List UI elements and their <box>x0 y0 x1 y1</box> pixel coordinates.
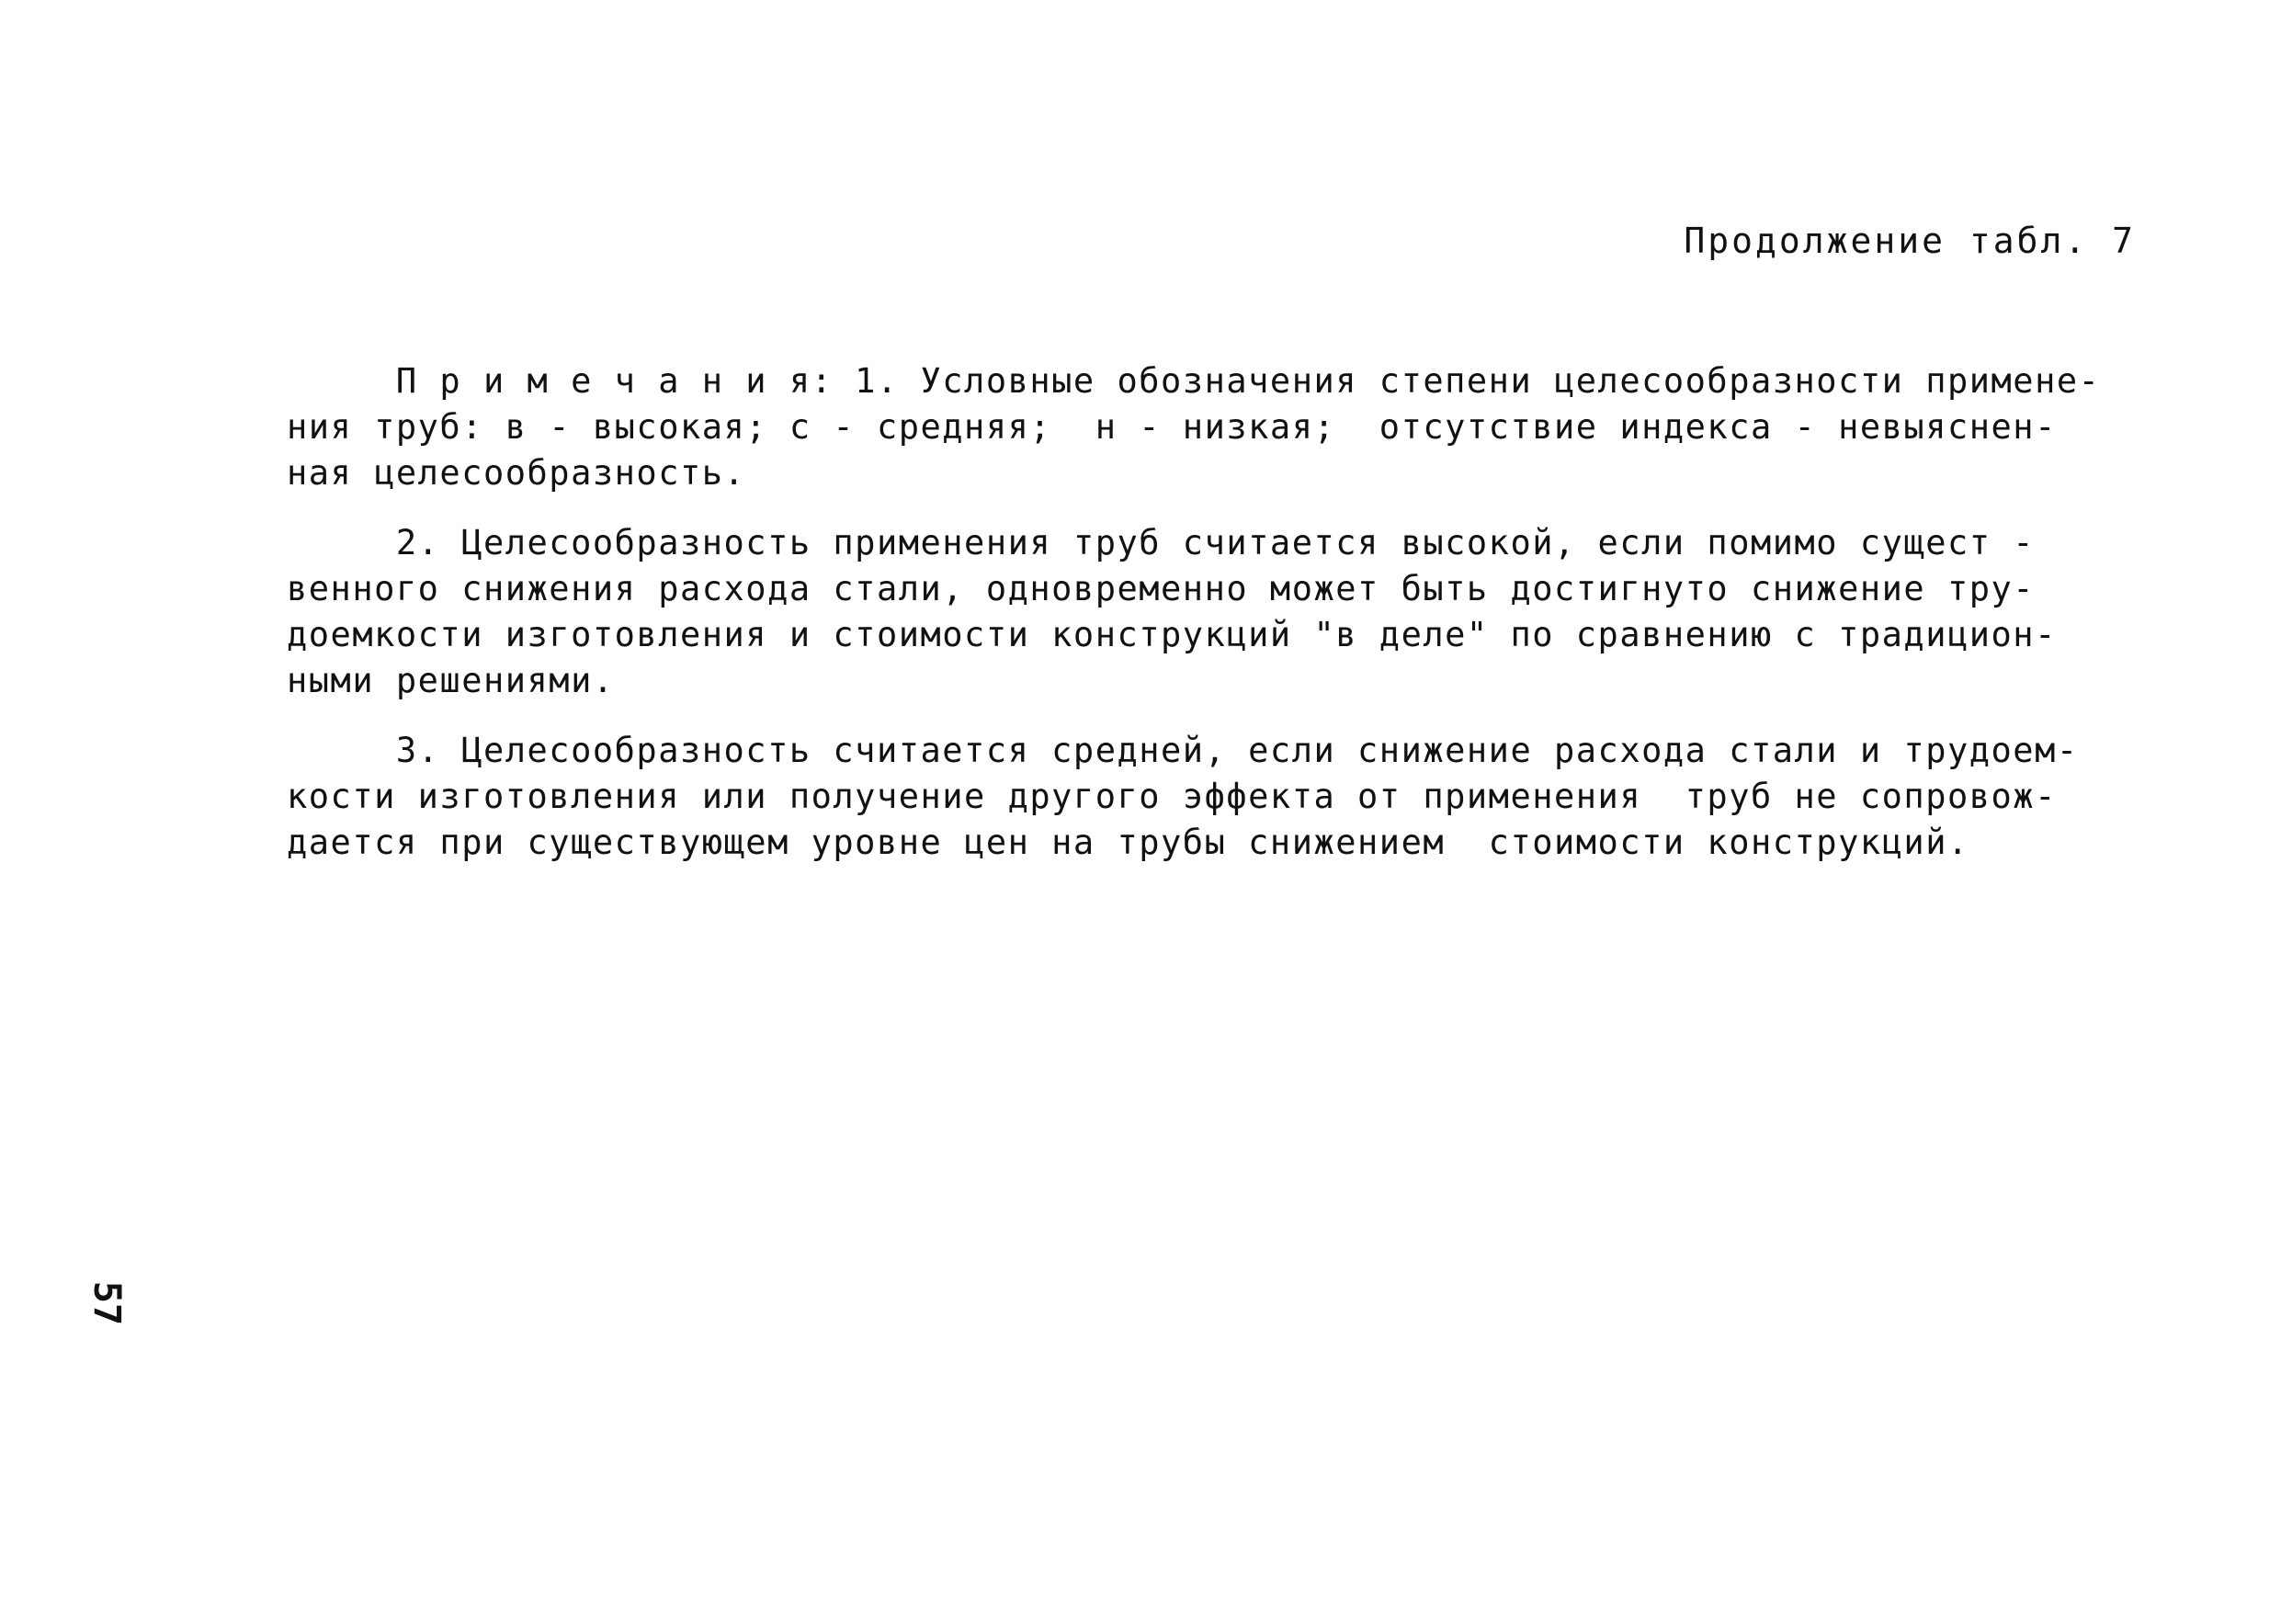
note-1 <box>287 358 2162 496</box>
note-line: ными решениями. <box>287 661 615 700</box>
note-3 <box>287 728 2162 866</box>
note-line: 2. Целесообразность применения труб считается высокой, если помимо сущест - <box>287 523 2036 562</box>
note-line: доемкости изготовления и стоимости конструкций "в деле" по сравнению с традицион- <box>287 615 2057 654</box>
note-line: дается при существующем уровне цен на трубы снижением стоимости конструкций. <box>287 823 1969 862</box>
note-line: кости изготовления или получение другого эффекта от применения труб не сопровож- <box>287 777 2057 816</box>
note-2 <box>287 520 2162 704</box>
page-number: 57 <box>85 1280 129 1326</box>
note-line: ния труб: в - высокая; с - средняя; н - низкая; отсутствие индекса - невыяснен- <box>287 407 2057 447</box>
note-line: 3. Целесообразность считается средней, если снижение расхода стали и трудоем- <box>287 731 2079 770</box>
notes-section <box>287 358 2162 890</box>
table-continuation-label: Продолжение табл. 7 <box>1684 221 2136 261</box>
note-line: ная целесообразность. <box>287 453 746 493</box>
note-line: П р и м е ч а н и я: 1. Условные обозначения степени целесообразности примене- <box>287 361 2101 401</box>
note-line: венного снижения расхода стали, одновременно может быть достигнуто снижение тру- <box>287 569 2036 608</box>
